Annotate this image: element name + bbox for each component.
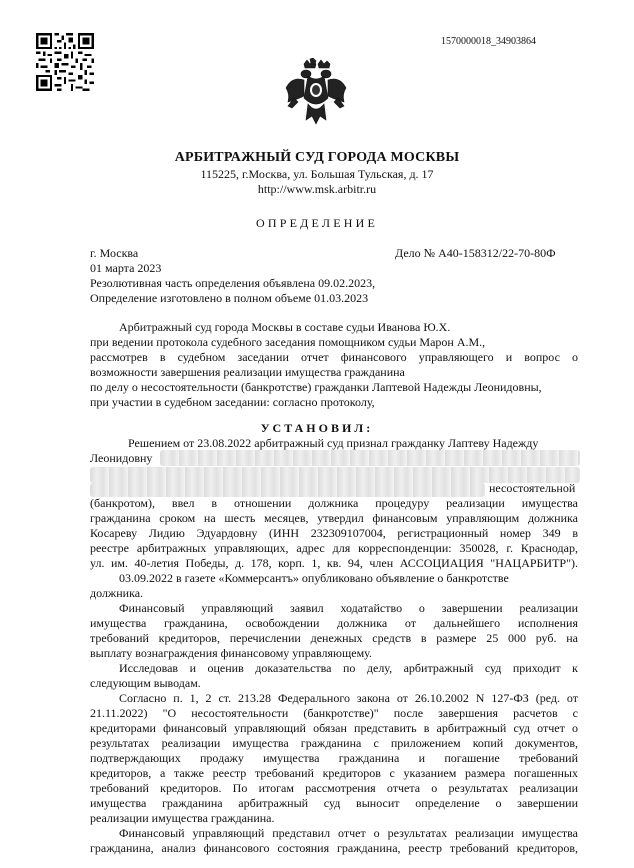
intro-line: Арбитражный суд города Москвы в составе судьи Иванова Ю.Х. (119, 320, 451, 334)
document-title: ОПРЕДЕЛЕНИЕ (255, 216, 379, 230)
court-name: АРБИТРАЖНЫЙ СУД ГОРОДА МОСКВЫ (174, 150, 460, 165)
body-line: результатах реализации имущества гражданина с приложением копий документов, (90, 736, 578, 750)
body-line: следующим выводам. (90, 676, 201, 690)
court-address: 115225, г.Москва, ул. Большая Тульская, д. 17 (200, 167, 434, 181)
body-line: имущества гражданина, освобождении должника от дальнейшего исполнения (90, 616, 578, 630)
body-line: Леонидовну (90, 451, 153, 465)
body-line: гражданина, анализ финансового состояния гражданина, реестр требований кредиторов, (90, 841, 578, 855)
intro-line: по делу о несостоятельности (банкротстве) гражданки Лаптевой Надежды Леонидовны, (90, 380, 542, 394)
body-line: требований кредиторов. По итогам рассмотрения отчета о результатах реализации (90, 781, 578, 795)
redacted-block (90, 483, 485, 497)
body-line: 21.11.2022) "О несостоятельности (банкротстве)" после завершения расчетов с (90, 706, 578, 720)
body-line: имущества гражданина арбитражный суд выносит определение о завершении (90, 796, 578, 810)
body-line: гражданина сроком на шесть месяцев, утвердил финансовым управляющим должника (90, 511, 578, 525)
intro-line: возможности завершения реализации имущества гражданина (90, 365, 405, 379)
intro-line: рассмотрев в судебном заседании отчет финансового управляющего и вопрос о (90, 350, 578, 364)
body-line: Согласно п. 1, 2 ст. 213.28 Федерального закона от 26.10.2002 N 127-ФЗ (ред. от (119, 691, 578, 705)
body-line: Исследовав и оценив доказательства по делу, арбитражный суд приходит к (119, 661, 578, 675)
emblem-icon (284, 58, 348, 128)
qr-code (36, 33, 94, 91)
body-line: Косареву Лидию Эдуардовну (ИНН 232309107004, регистрационный номер 349 в (90, 526, 578, 540)
document-date: 01 марта 2023 (90, 261, 162, 275)
court-website: http://www.msk.arbitr.ru (257, 182, 377, 196)
body-line: ул. им. 40-летия Победы, д. 178, корп. 1, кв. 94, член АССОЦИАЦИЯ "НАЦАРБИТР"). (90, 556, 578, 570)
body-line: реализации имущества гражданина. (90, 811, 275, 825)
city: г. Москва (90, 246, 139, 260)
body-line: 03.09.2022 в газете «Коммерсантъ» опубликовано объявление о банкротстве (119, 571, 509, 585)
body-line: несостоятельной (489, 481, 576, 495)
resolution-date-line: Резолютивная часть определения объявлена 09.02.2023, (90, 276, 376, 290)
body-line: кредиторов, а также реестр требований кредиторов с указанием размера погашенных (90, 766, 578, 780)
body-line: подтверждающих продажу имущества гражданина и погашение требований (90, 751, 578, 765)
body-line: Финансовый управляющий представил отчет о результатах реализации имущества (119, 826, 578, 840)
body-line: Решением от 23.08.2022 арбитражный суд признал гражданку Лаптеву Надежду (128, 436, 539, 450)
body-line: должника. (90, 586, 144, 600)
body-line: выплату вознаграждения финансовому управляющему. (90, 646, 372, 660)
intro-line: при участии в судебном заседании: согласно протоколу, (90, 395, 375, 409)
body-line: Финансовый управляющий заявил ходатайство о завершении реализации (119, 601, 578, 615)
intro-line: при ведении протокола судебного заседания помощником судьи Марон А.М., (90, 335, 486, 349)
section-title: УСТАНОВИЛ: (260, 421, 374, 435)
case-number: Дело № А40-158312/22-70-80Ф (395, 246, 556, 260)
body-line: (банкротом), ввел в отношении должника процедуру реализации имущества (90, 496, 578, 510)
full-text-date-line: Определение изготовлено в полном объеме 01.03.2023 (90, 291, 369, 305)
body-line: требований кредиторов, перечислении денежных средств в размере 25 000 руб. на (90, 631, 578, 645)
document-id: 1570000018_34903864 (441, 36, 536, 47)
body-line: реестре арбитражных управляющих, адрес для корреспонденции: 350028, г. Краснодар, (90, 541, 578, 555)
redacted-block (160, 450, 580, 466)
body-line: кредиторами финансовый управляющий обязан представить в арбитражный суд отчет о (90, 721, 578, 735)
